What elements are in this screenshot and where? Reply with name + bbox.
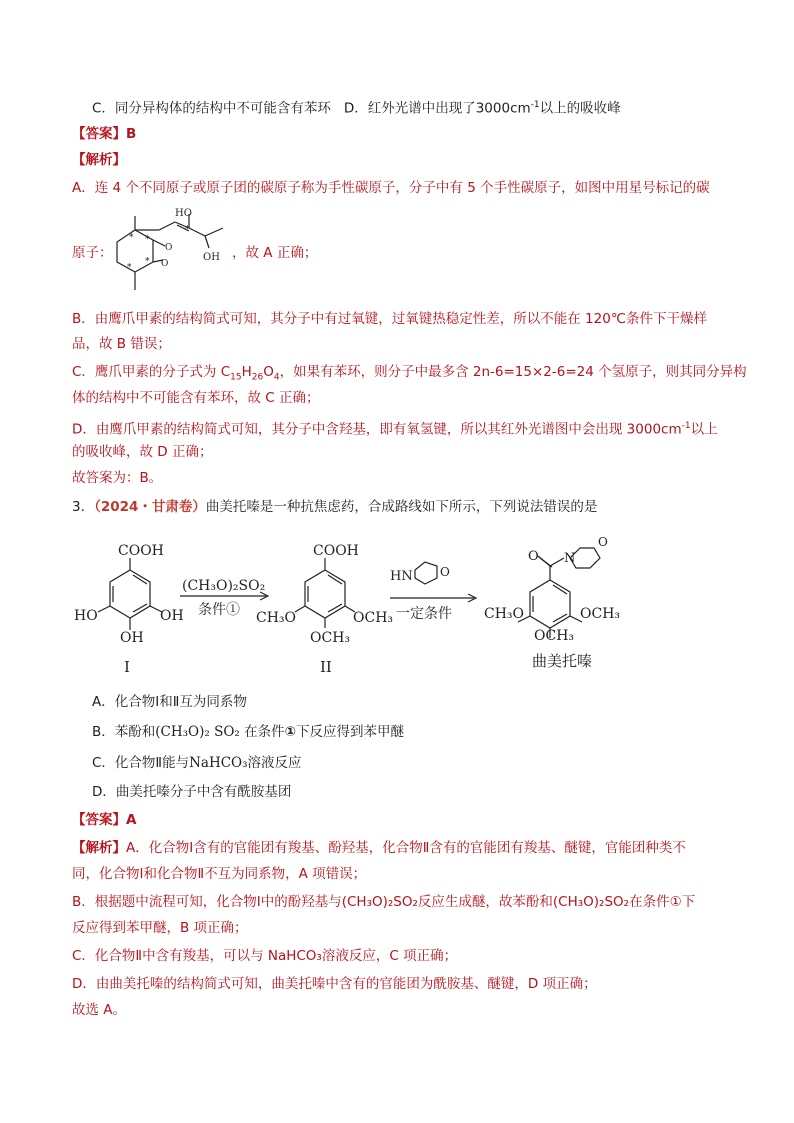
q3-analysis-d: D．由曲美托嗪的结构简式可知，曲美托嗪中含有的官能团为酰胺基、醚键，D 项正确； (72, 976, 597, 992)
prev-analysis-a1-text: A．连 4 个不同原子或原子团的碳原子称为手性碳原子，分子中有 5 个手性碳原子，如图中用星号标记的碳 (72, 180, 710, 196)
cmpd1-cooh: COOH (118, 543, 164, 559)
prev-analysis-c2: 体的结构中不可能含有苯环，故 C 正确； (72, 390, 320, 406)
prev-analysis-a1 (72, 178, 724, 198)
q3-answer-value: A (126, 812, 137, 828)
oh-bottom-text: OH (203, 252, 220, 263)
prev-analysis-label: 【解析】 (72, 152, 126, 168)
oh-top-text: HO (175, 208, 192, 219)
cmpd2-och3-bottom: OCH₃ (310, 630, 351, 646)
optb-post: 下反应得到苯甲醚 (296, 724, 405, 740)
optb-circ: ① (284, 724, 297, 740)
arrow1-top: (CH₃O)₂SO₂ (182, 578, 266, 594)
prev-answer (72, 124, 724, 144)
prev-analysis-d1 (72, 416, 724, 440)
cmpd1-oh-bottom: OH (120, 630, 144, 646)
answer-label: 【答案】 (72, 126, 126, 142)
c1-o: O (263, 364, 274, 380)
q3-answer (72, 810, 724, 830)
c1-sub2: 26 (251, 372, 264, 383)
optc-pre: C．化合物Ⅱ能与 (92, 755, 190, 771)
q3-option-b (92, 722, 724, 742)
prev-option-c: C．同分异构体的结构中不可能含有苯环 (92, 100, 331, 117)
d1-pre: D．由鹰爪甲素的结构简式可知，其分子中含羟基，即有氧氢键，所以其红外光谱图中会出现 3000cm (72, 421, 682, 438)
cmpd3-och3-right: OCH₃ (580, 606, 621, 622)
chiral-star-4: * (185, 225, 190, 235)
q3-stem (72, 497, 724, 517)
prev-analysis-a2-pre: 原子： (72, 245, 113, 261)
cmpd2-ch3o: CH₃O (256, 610, 297, 626)
q3-option-d: D．曲美托嗪分子中含有酰胺基团 (92, 784, 292, 800)
q3-option-a: A．化合物Ⅰ和Ⅱ互为同系物 (92, 694, 247, 710)
q3-analysis-a1-text: A．化合物Ⅰ含有的官能团有羧基、酚羟基，化合物Ⅱ含有的官能团有羧基、醚键，官能团种类不 (126, 840, 686, 856)
cmpd1-oh-right: OH (160, 608, 184, 624)
prev-conclusion: 故答案为：B。 (72, 470, 163, 486)
arrow2-bottom: 一定条件 (396, 606, 452, 622)
c1-pre: C．鹰爪甲素的分子式为 C (72, 364, 231, 380)
d1-post: 以上 (690, 421, 718, 438)
chiral-star-2: * (145, 257, 150, 267)
c1-h: H (241, 364, 252, 380)
cmpd2-cooh: COOH (313, 543, 359, 559)
prev-analysis-c1 (72, 362, 747, 388)
cmpd3-ch3o: CH₃O (484, 606, 525, 622)
cmpd1-label: I (124, 658, 130, 676)
prev-analysis-a2-post: ，故 A 正确； (232, 245, 318, 261)
cmpd3-ring-o: O (598, 535, 608, 549)
prev-analysis-b1: B．由鹰爪甲素的结构简式可知，其分子中有过氧键，过氧键热稳定性差，所以不能在 120℃条件下干燥样 (72, 311, 707, 327)
prev-option-d-tail: 以上的吸收峰 (539, 100, 621, 117)
cmpd2-och3-right: OCH₃ (353, 610, 394, 626)
q3-analysis-b1: B．根据题中流程可知，化合物Ⅰ中的酚羟基与(CH₃O)₂SO₂反应生成醚，故苯酚和(CH₃O)₂SO₂在条件①下 (72, 894, 696, 910)
q3-analysis-a1 (72, 838, 724, 858)
cmpd3-carbonyl-o: O (528, 549, 539, 564)
q3-analysis-b2: 反应得到苯甲醚，B 项正确； (72, 920, 248, 936)
chiral-star-1: * (145, 235, 150, 245)
peroxide-o1: O (165, 243, 173, 253)
cmpd2-label: II (320, 658, 332, 676)
c1-post: ，如果有苯环，则分子中最多含 2n-6=15×2-6=24 个氢原子，则其同分异构 (279, 364, 747, 380)
cmpd3-och3-bottom: OCH₃ (534, 628, 575, 644)
c1-sub3: 4 (273, 372, 280, 383)
optb-reagent: (CH₃O)₂ SO₂ (155, 724, 240, 740)
cmpd3-label: 曲美托嗪 (532, 652, 593, 670)
prev-option-d: D．红外光谱中出现了3000cm (343, 100, 531, 117)
prev-analysis-d2: 的吸收峰，故 D 正确； (72, 444, 213, 460)
q3-conclusion: 故选 A。 (72, 1002, 127, 1018)
c1-sub1: 15 (230, 372, 242, 383)
chiral-star-5: * (129, 233, 134, 243)
cmpd1-ho: HO (74, 608, 98, 624)
prev-option-line (92, 95, 724, 119)
q3-option-c (92, 753, 724, 773)
d1-sup: -1 (681, 421, 691, 431)
prev-analysis-b2: 品，故 B 错误； (72, 336, 171, 352)
q3-answer-label: 【答案】 (72, 812, 126, 828)
q3-analysis-a2: 同，化合物Ⅰ和化合物Ⅱ不互为同系物，A 项错误； (72, 866, 367, 882)
reagent-hn: HN (390, 569, 413, 584)
q3-analysis-c: C．化合物Ⅱ中含有羧基，可以与 NaHCO₃溶液反应，C 项正确； (72, 948, 458, 964)
optc-reagent: NaHCO₃ (189, 755, 248, 771)
reagent-o: O (440, 565, 450, 579)
reaction-scheme (70, 530, 730, 680)
optc-post: 溶液反应 (247, 755, 302, 771)
chiral-molecule-diagram (105, 200, 235, 300)
q3-analysis-label: 【解析】 (72, 840, 126, 856)
cmpd3-n: N (564, 551, 576, 566)
q3-source: （2024・甘肃卷） (94, 499, 206, 515)
q3-number: 3． (72, 499, 95, 515)
prev-analysis-a2-post-wrap (232, 243, 724, 263)
prev-option-d-sup: -1 (530, 100, 540, 110)
optb-mid: 在条件 (239, 724, 285, 740)
optb-pre: B．苯酚和 (92, 724, 156, 740)
peroxide-o2: O (161, 259, 169, 269)
q3-stem-text: 曲美托嗪是一种抗焦虑药，合成路线如下所示，下列说法错误的是 (205, 499, 598, 515)
arrow1-bottom: 条件① (198, 602, 240, 618)
chiral-star-3: * (127, 263, 132, 273)
answer-value: B (126, 126, 137, 142)
